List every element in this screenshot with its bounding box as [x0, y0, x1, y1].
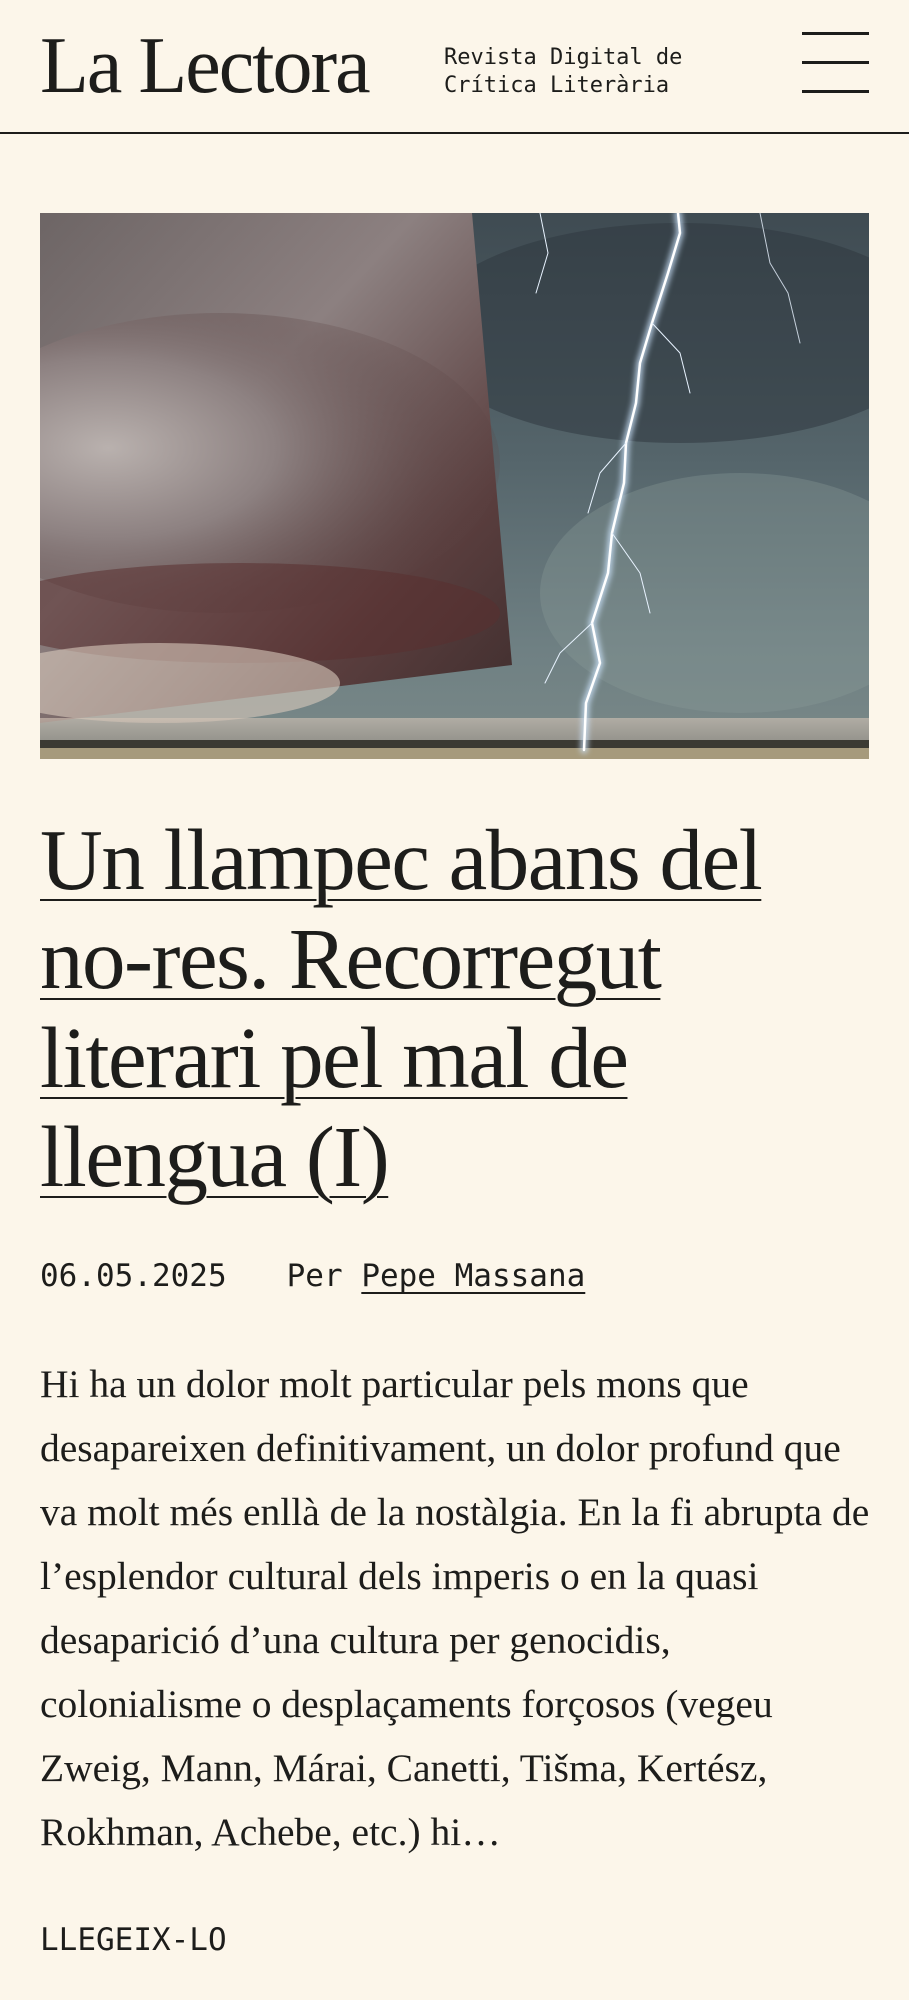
- menu-line: [802, 61, 869, 64]
- site-logo[interactable]: La Lectora: [40, 22, 369, 110]
- article-excerpt: Hi ha un dolor molt particular pels mons que desapareixen definitivament, un dolor profund que va molt més enllà de la nostàlgia. En la fi abrupta de l’esplendor cultural dels imperis o en la quasi desaparició d’una cultura per genocidis, colonialisme o desplaçaments forçosos (vegeu Zweig, Mann, Márai, Canetti, Tišma, Kertész, Rokhman, Achebe, etc.) hi…: [40, 1362, 870, 1854]
- by-label: Per: [286, 1258, 343, 1294]
- author-link[interactable]: Pepe Massana: [361, 1258, 586, 1294]
- article-meta: [40, 1256, 585, 1296]
- article-date: 06.05.2025: [40, 1258, 227, 1294]
- article-hero-image[interactable]: [40, 213, 869, 759]
- site-header: [0, 0, 909, 134]
- article-title[interactable]: Un llampec abans del no-res. Recorregut literari pel mal de llengua (I): [40, 811, 762, 1205]
- read-more-link[interactable]: LLEGEIX-LO: [40, 1922, 227, 1958]
- site-tagline: Revista Digital de Crítica Literària: [444, 45, 683, 98]
- hamburger-menu-icon[interactable]: [802, 30, 869, 96]
- menu-line: [802, 32, 869, 35]
- menu-line: [802, 90, 869, 93]
